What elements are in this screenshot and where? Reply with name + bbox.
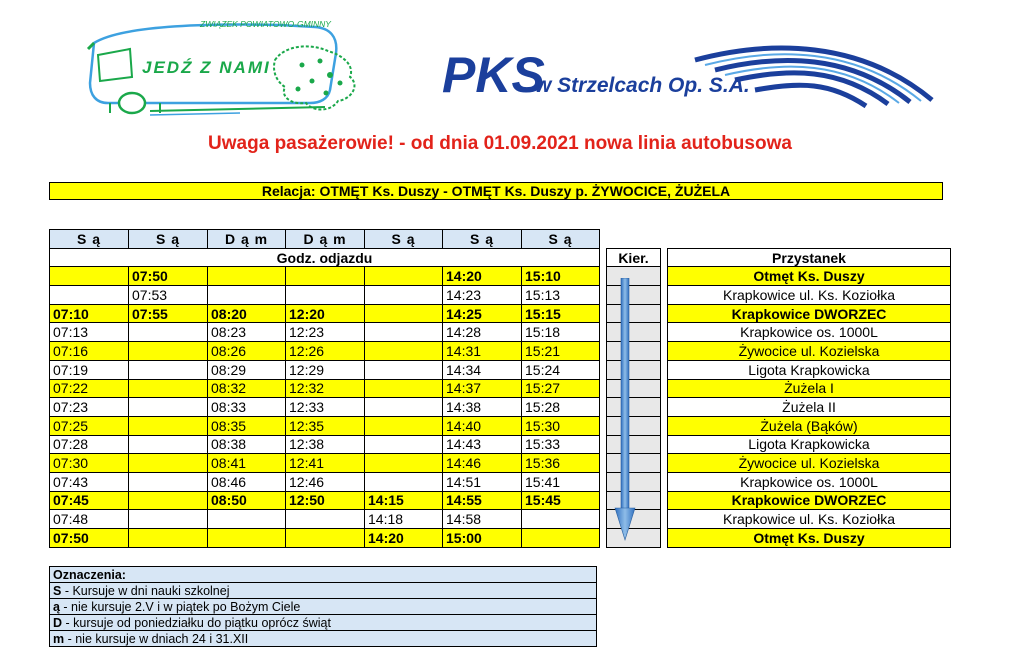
timetable-row bbox=[50, 491, 951, 510]
departure-time bbox=[365, 472, 443, 491]
departure-time: 14:23 bbox=[443, 286, 522, 305]
departure-time: 12:23 bbox=[286, 323, 365, 342]
departure-time: 12:41 bbox=[286, 454, 365, 473]
legend-title: Oznaczenia: bbox=[50, 567, 597, 583]
departure-time: 07:50 bbox=[129, 267, 208, 286]
departure-time: 14:20 bbox=[443, 267, 522, 286]
stop-name: Krapkowice os. 1000L bbox=[668, 472, 951, 491]
departure-time: 08:26 bbox=[208, 342, 286, 361]
departure-time: 07:50 bbox=[50, 529, 129, 548]
departure-time bbox=[208, 510, 286, 529]
departure-time bbox=[365, 323, 443, 342]
departure-time bbox=[365, 379, 443, 398]
legend-item: D - kursuje od poniedziałku do piątku oprócz świąt bbox=[50, 615, 597, 631]
timetable-row bbox=[50, 342, 951, 361]
day-code: S ą bbox=[365, 230, 443, 249]
departure-time: 07:28 bbox=[50, 435, 129, 454]
day-code: D ą m bbox=[286, 230, 365, 249]
departure-time bbox=[208, 286, 286, 305]
departure-time: 12:32 bbox=[286, 379, 365, 398]
departure-time: 14:43 bbox=[443, 435, 522, 454]
departure-time: 07:30 bbox=[50, 454, 129, 473]
timetable-row bbox=[50, 304, 951, 323]
departure-time bbox=[129, 491, 208, 510]
departure-time bbox=[129, 416, 208, 435]
departure-time bbox=[129, 398, 208, 417]
departure-time bbox=[129, 323, 208, 342]
departure-time: 08:33 bbox=[208, 398, 286, 417]
timetable-row bbox=[50, 435, 951, 454]
stop-name: Ligota Krapkowicka bbox=[668, 360, 951, 379]
timetable-row bbox=[50, 360, 951, 379]
departure-time: 15:30 bbox=[522, 416, 600, 435]
departure-time: 15:21 bbox=[522, 342, 600, 361]
direction-down-arrow-icon bbox=[610, 278, 640, 542]
departure-time: 15:45 bbox=[522, 491, 600, 510]
departure-time: 07:10 bbox=[50, 304, 129, 323]
departure-time: 08:46 bbox=[208, 472, 286, 491]
departure-time bbox=[365, 360, 443, 379]
departure-time bbox=[522, 529, 600, 548]
day-code: S ą bbox=[129, 230, 208, 249]
day-code: S ą bbox=[443, 230, 522, 249]
departure-time: 14:58 bbox=[443, 510, 522, 529]
departure-time bbox=[286, 529, 365, 548]
departure-time: 08:29 bbox=[208, 360, 286, 379]
departure-time: 08:41 bbox=[208, 454, 286, 473]
stop-header: Przystanek bbox=[668, 248, 951, 267]
departure-time bbox=[129, 360, 208, 379]
departure-time: 15:28 bbox=[522, 398, 600, 417]
departure-time bbox=[365, 286, 443, 305]
bus-logo-slogan: JEDŹ Z NAMI bbox=[142, 58, 271, 77]
legend bbox=[49, 566, 597, 647]
departure-time: 12:33 bbox=[286, 398, 365, 417]
departure-time: 07:19 bbox=[50, 360, 129, 379]
departure-time bbox=[129, 529, 208, 548]
departure-time bbox=[522, 510, 600, 529]
departure-time bbox=[208, 529, 286, 548]
departure-time bbox=[365, 267, 443, 286]
stop-name: Krapkowice ul. Ks. Koziołka bbox=[668, 286, 951, 305]
departure-time: 12:29 bbox=[286, 360, 365, 379]
departure-time: 14:18 bbox=[365, 510, 443, 529]
departure-time: 15:24 bbox=[522, 360, 600, 379]
departure-time: 15:33 bbox=[522, 435, 600, 454]
departure-time bbox=[50, 267, 129, 286]
stop-name: Krapkowice DWORZEC bbox=[668, 304, 951, 323]
departure-time: 12:26 bbox=[286, 342, 365, 361]
departure-time bbox=[129, 472, 208, 491]
timetable bbox=[49, 229, 951, 548]
departure-time bbox=[286, 267, 365, 286]
departure-time: 08:23 bbox=[208, 323, 286, 342]
departure-time: 15:27 bbox=[522, 379, 600, 398]
pks-logo-big: PKS bbox=[442, 47, 545, 103]
departure-time: 12:38 bbox=[286, 435, 365, 454]
departure-time: 07:25 bbox=[50, 416, 129, 435]
legend-item: S - Kursuje w dni nauki szkolnej bbox=[50, 583, 597, 599]
departure-time: 15:10 bbox=[522, 267, 600, 286]
departure-time: 15:00 bbox=[443, 529, 522, 548]
stop-name: Żużela II bbox=[668, 398, 951, 417]
departure-time: 12:46 bbox=[286, 472, 365, 491]
departure-time: 14:40 bbox=[443, 416, 522, 435]
departure-time bbox=[365, 416, 443, 435]
stop-name: Żużela I bbox=[668, 379, 951, 398]
departure-time: 07:45 bbox=[50, 491, 129, 510]
departure-time bbox=[365, 304, 443, 323]
stop-name: Żywocice ul. Kozielska bbox=[668, 454, 951, 473]
legend-item: m - nie kursuje w dniach 24 i 31.XII bbox=[50, 631, 597, 647]
departure-time: 08:35 bbox=[208, 416, 286, 435]
departure-time: 14:25 bbox=[443, 304, 522, 323]
departure-time: 07:23 bbox=[50, 398, 129, 417]
departure-time: 07:22 bbox=[50, 379, 129, 398]
stop-name: Krapkowice DWORZEC bbox=[668, 491, 951, 510]
departure-time bbox=[365, 435, 443, 454]
legend-item: ą - nie kursuje 2.V i w piątek po Bożym Ciele bbox=[50, 599, 597, 615]
departure-time: 07:43 bbox=[50, 472, 129, 491]
timetable-row bbox=[50, 529, 951, 548]
departure-time bbox=[208, 267, 286, 286]
stop-name: Ligota Krapkowicka bbox=[668, 435, 951, 454]
timetable-row bbox=[50, 398, 951, 417]
headline: Uwaga pasażerowie! - od dnia 01.09.2021 nowa linia autobusowa bbox=[208, 133, 792, 154]
timetable-row bbox=[50, 416, 951, 435]
departure-time: 07:53 bbox=[129, 286, 208, 305]
stop-name: Żużela (Bąków) bbox=[668, 416, 951, 435]
timetable-row bbox=[50, 510, 951, 529]
departure-time: 08:50 bbox=[208, 491, 286, 510]
departure-time: 08:20 bbox=[208, 304, 286, 323]
departure-time bbox=[286, 510, 365, 529]
departure-time bbox=[129, 510, 208, 529]
stop-name: Otmęt Ks. Duszy bbox=[668, 529, 951, 548]
day-code: S ą bbox=[522, 230, 600, 249]
departure-time: 15:18 bbox=[522, 323, 600, 342]
column-header-row bbox=[50, 248, 951, 267]
departure-time bbox=[365, 454, 443, 473]
departure-time: 12:35 bbox=[286, 416, 365, 435]
timetable-row bbox=[50, 472, 951, 491]
bus-logo bbox=[80, 15, 390, 120]
stop-name: Otmęt Ks. Duszy bbox=[668, 267, 951, 286]
departure-time: 12:50 bbox=[286, 491, 365, 510]
day-code: S ą bbox=[50, 230, 129, 249]
departure-time: 08:32 bbox=[208, 379, 286, 398]
departure-time: 14:20 bbox=[365, 529, 443, 548]
departure-time bbox=[129, 379, 208, 398]
departure-time: 15:36 bbox=[522, 454, 600, 473]
bus-logo-arc-text: ZWIĄZEK POWIATOWO-GMINNY bbox=[200, 19, 331, 29]
pks-logo-small: w Strzelcach Op. S.A. bbox=[535, 74, 750, 97]
stop-name: Krapkowice os. 1000L bbox=[668, 323, 951, 342]
departure-time bbox=[365, 342, 443, 361]
departure-time: 07:48 bbox=[50, 510, 129, 529]
departure-time: 07:16 bbox=[50, 342, 129, 361]
pks-logo bbox=[440, 30, 940, 110]
departure-time bbox=[50, 286, 129, 305]
day-code: D ą m bbox=[208, 230, 286, 249]
departure-time: 15:15 bbox=[522, 304, 600, 323]
departure-time: 14:51 bbox=[443, 472, 522, 491]
departure-time bbox=[129, 454, 208, 473]
departure-time: 12:20 bbox=[286, 304, 365, 323]
departure-time: 07:13 bbox=[50, 323, 129, 342]
timetable-row bbox=[50, 379, 951, 398]
departure-times-header: Godz. odjazdu bbox=[50, 248, 600, 267]
stop-name: Żywocice ul. Kozielska bbox=[668, 342, 951, 361]
departure-time: 07:55 bbox=[129, 304, 208, 323]
timetable-row bbox=[50, 267, 951, 286]
departure-time: 14:34 bbox=[443, 360, 522, 379]
departure-time bbox=[129, 435, 208, 454]
header-logos bbox=[0, 0, 1024, 125]
departure-time: 14:28 bbox=[443, 323, 522, 342]
departure-time bbox=[286, 286, 365, 305]
route-relation: Relacja: OTMĘT Ks. Duszy - OTMĘT Ks. Duszy p. ŻYWOCICE, ŻUŻELA bbox=[49, 182, 943, 200]
timetable-row bbox=[50, 323, 951, 342]
departure-time: 15:13 bbox=[522, 286, 600, 305]
departure-time: 15:41 bbox=[522, 472, 600, 491]
timetable-row bbox=[50, 286, 951, 305]
departure-time: 14:31 bbox=[443, 342, 522, 361]
day-header-row bbox=[50, 230, 951, 249]
departure-time: 14:37 bbox=[443, 379, 522, 398]
departure-time: 14:15 bbox=[365, 491, 443, 510]
timetable-row bbox=[50, 454, 951, 473]
departure-time: 14:55 bbox=[443, 491, 522, 510]
departure-time: 08:38 bbox=[208, 435, 286, 454]
stop-name: Krapkowice ul. Ks. Koziołka bbox=[668, 510, 951, 529]
departure-time bbox=[365, 398, 443, 417]
direction-header: Kier. bbox=[607, 248, 661, 267]
departure-time bbox=[129, 342, 208, 361]
departure-time: 14:46 bbox=[443, 454, 522, 473]
departure-time: 14:38 bbox=[443, 398, 522, 417]
